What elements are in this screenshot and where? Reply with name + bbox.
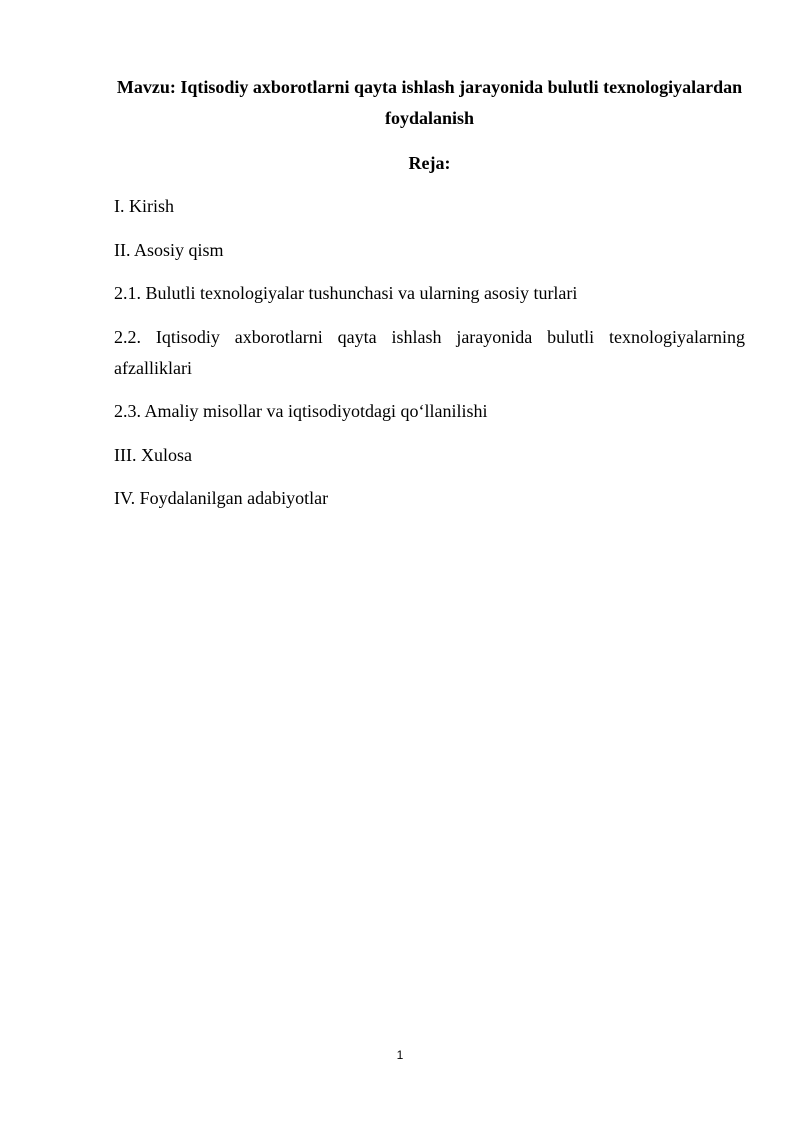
plan-item-introduction: I. Kirish [114,196,174,216]
plan-item-references: IV. Foydalanilgan adabiyotlar [114,488,329,508]
plan-item-2-3: 2.3. Amaliy misollar va iqtisodiyotdagi qo‘llanilishi [114,401,488,421]
plan-item-2-2: 2.2. Iqtisodiy axborotlarni qayta ishlash jarayonida bulutli texnologiyalarning afzalliklari [114,326,745,378]
plan-item-main-part: II. Asosiy qism [114,239,224,260]
plan-heading: Reja: [408,153,451,173]
plan-list [114,191,745,527]
page-number: 1 [396,1048,404,1062]
document-title: Mavzu: Iqtisodiy axborotlarni qayta ishlash jarayonida bulutli texnologiyalardan foydalanish [116,77,743,128]
plan-item-2-1: 2.1. Bulutli texnologiyalar tushunchasi va ularning asosiy turlari [114,283,578,303]
plan-item-conclusion: III. Xulosa [114,444,192,465]
